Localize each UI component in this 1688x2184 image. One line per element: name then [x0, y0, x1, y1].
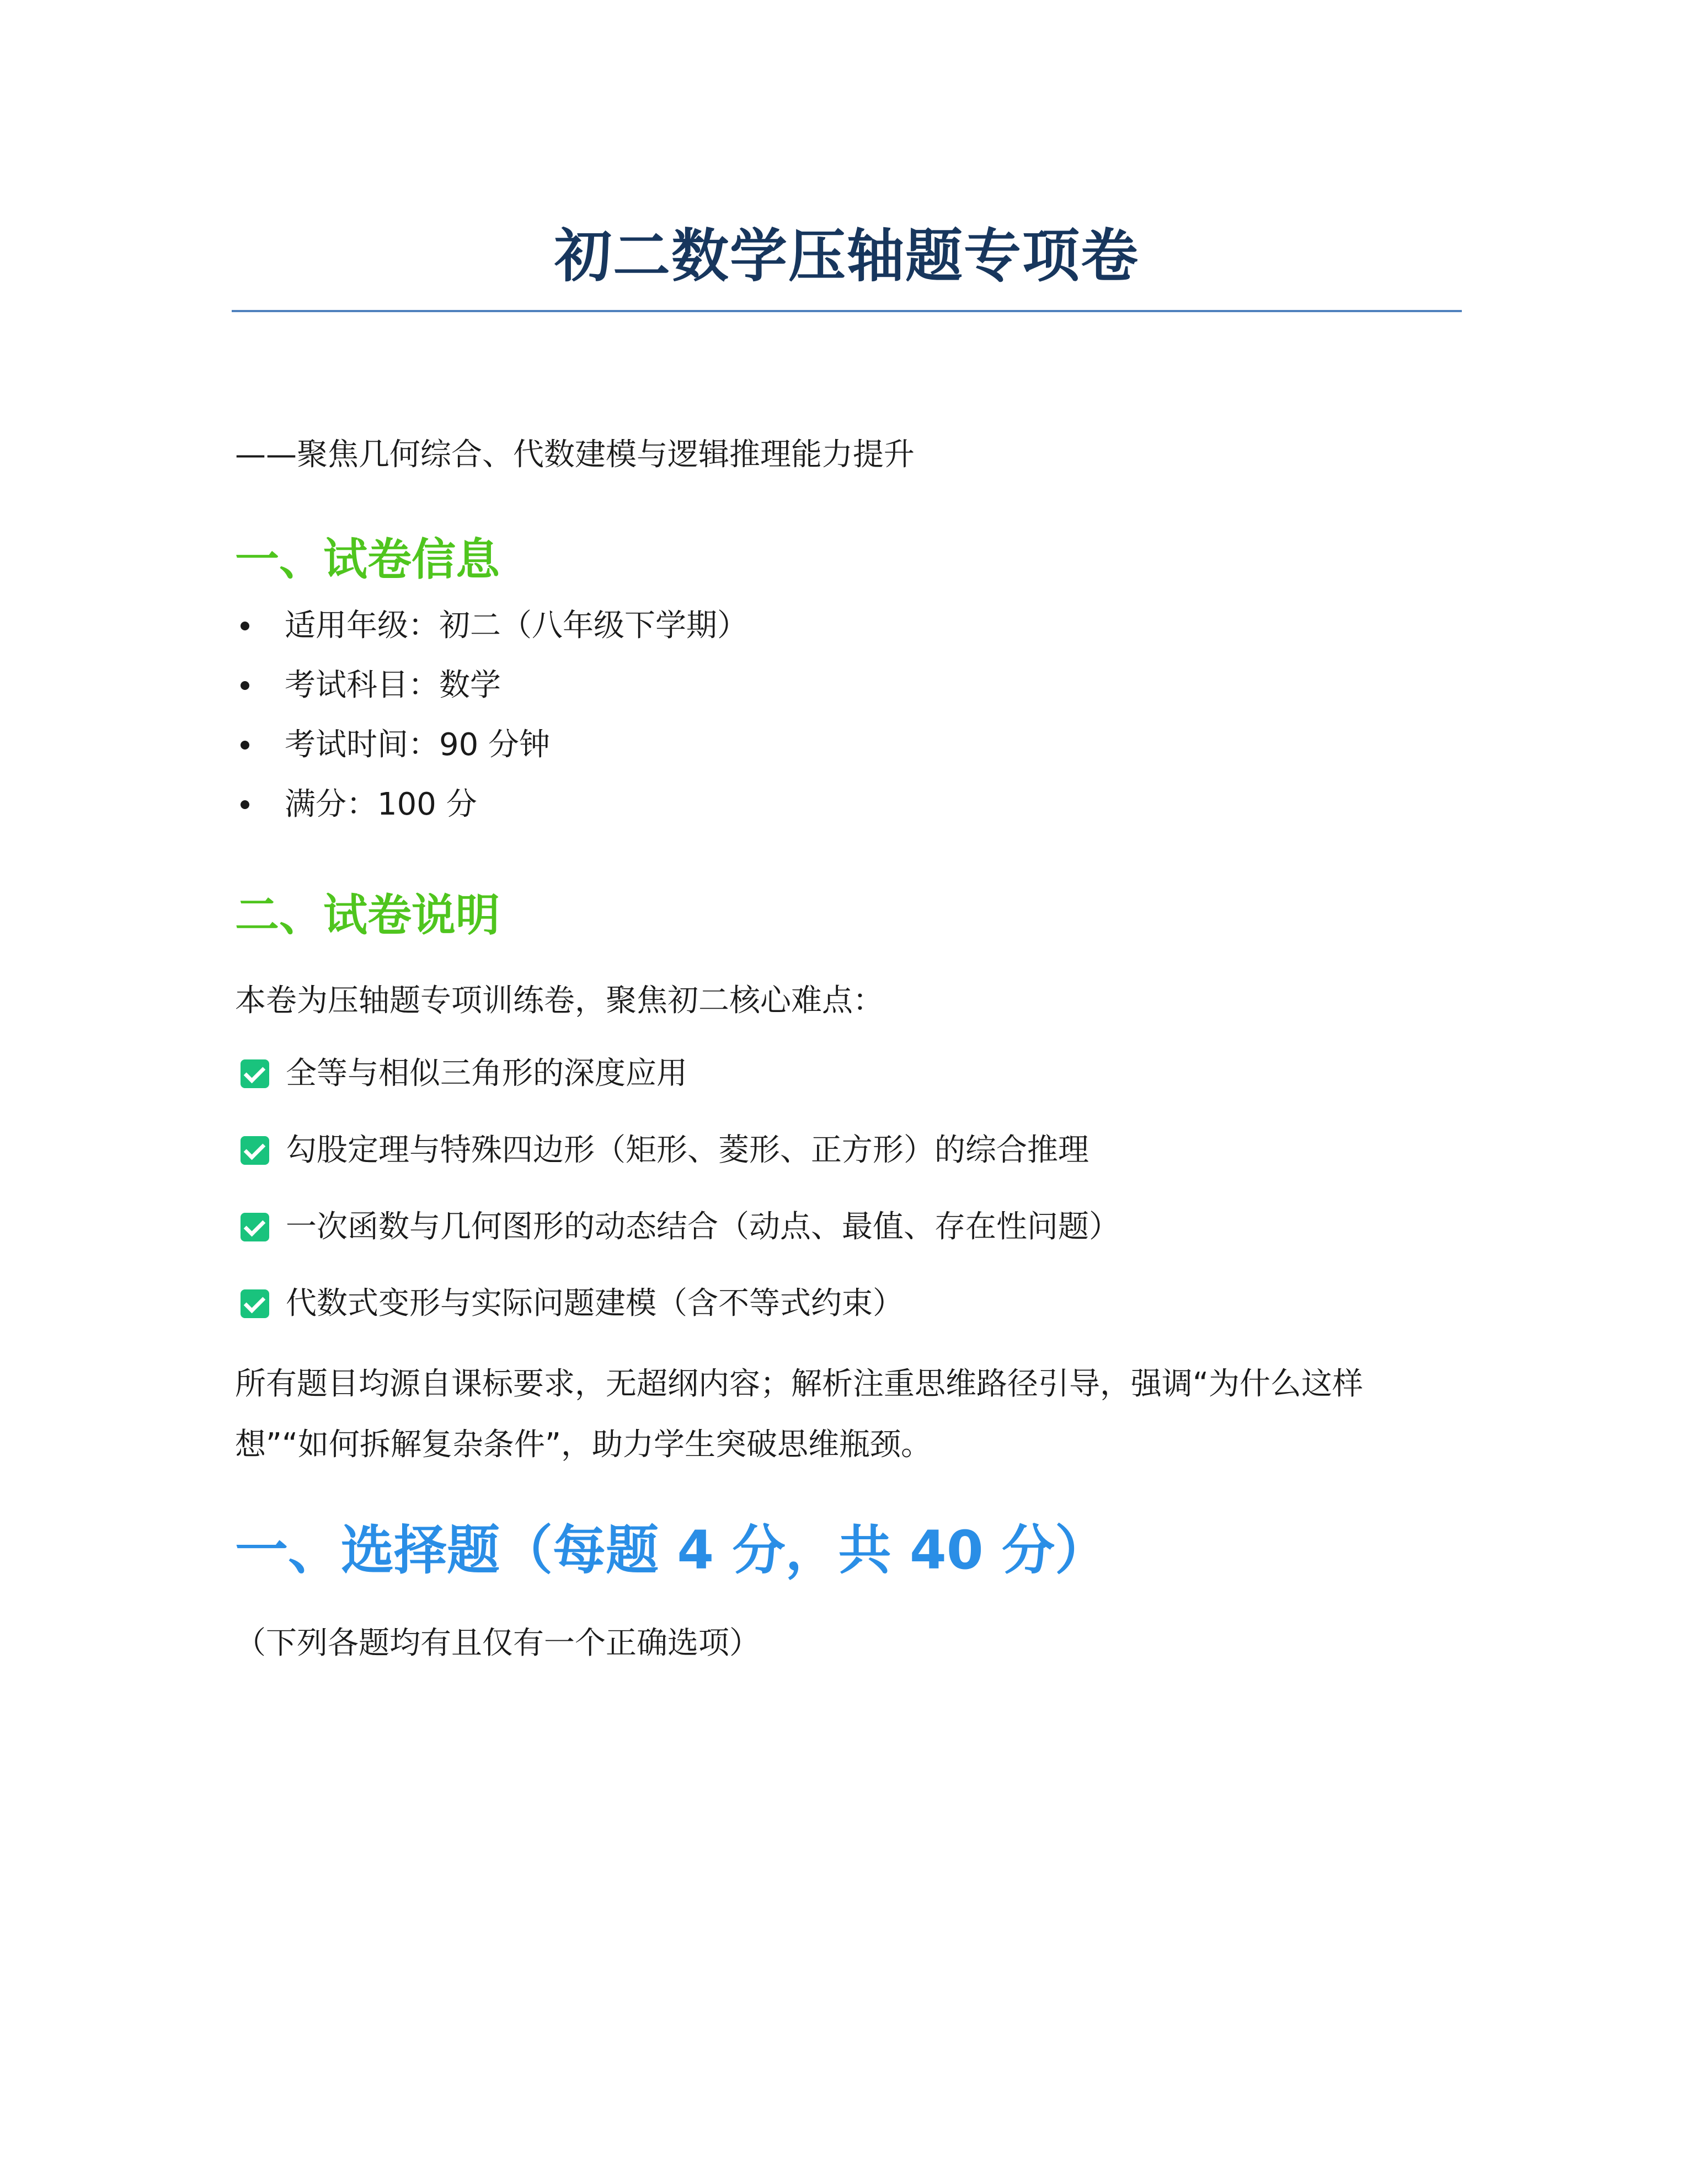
list-item — [241, 1282, 1120, 1358]
list-item — [235, 663, 748, 723]
document-subtitle: ——聚焦几何综合、代数建模与逻辑推理能力提升 — [235, 437, 915, 473]
list-item — [235, 604, 748, 663]
checklist-item-text: 代数式变形与实际问题建模（含不等式约束） — [286, 1286, 904, 1321]
list-item — [235, 723, 748, 783]
checklist-item-text: 全等与相似三角形的深度应用 — [286, 1056, 687, 1091]
info-item-subject: 考试科目：数学 — [285, 667, 501, 703]
bullet-dot-icon — [241, 622, 249, 630]
section-heading-choice: 一、选择题（每题 4 分，共 40 分） — [235, 1519, 1108, 1581]
checkmark-icon — [241, 1136, 269, 1165]
bullet-dot-icon — [241, 681, 249, 690]
checkmark-icon — [241, 1059, 269, 1088]
info-item-score: 满分：100 分 — [285, 786, 477, 822]
info-item-time: 考试时间：90 分钟 — [285, 727, 551, 763]
document-title: 初二数学压轴题专项卷 — [554, 222, 1139, 290]
title-underline — [232, 310, 1462, 312]
bullet-dot-icon — [241, 800, 249, 809]
description-note: 所有题目均源自课标要求，无超纲内容；解析注重思维路径引导，强调“为什么这样想”“如何拆解复杂条件”，助力学生突破思维瓶颈。 — [235, 1366, 1364, 1463]
list-item — [241, 1052, 1120, 1128]
checklist-item-text: 一次函数与几何图形的动态结合（动点、最值、存在性问题） — [286, 1209, 1120, 1245]
checkmark-icon — [241, 1213, 269, 1241]
section-heading-description: 二、试卷说明 — [235, 890, 500, 941]
list-item — [241, 1128, 1120, 1205]
bullet-dot-icon — [241, 741, 249, 750]
checkmark-icon — [241, 1289, 269, 1318]
description-intro: 本卷为压轴题专项训练卷，聚焦初二核心难点： — [235, 983, 884, 1019]
checklist-item-text: 勾股定理与特殊四边形（矩形、菱形、正方形）的综合推理 — [286, 1132, 1089, 1168]
list-item — [241, 1205, 1120, 1282]
info-item-grade: 适用年级：初二（八年级下学期） — [285, 608, 748, 644]
section-heading-info: 一、试卷信息 — [235, 534, 500, 585]
info-list — [235, 604, 748, 842]
focus-checklist — [241, 1052, 1120, 1358]
list-item — [235, 783, 748, 842]
choice-instruction: （下列各题均有且仅有一个正确选项） — [235, 1625, 760, 1661]
